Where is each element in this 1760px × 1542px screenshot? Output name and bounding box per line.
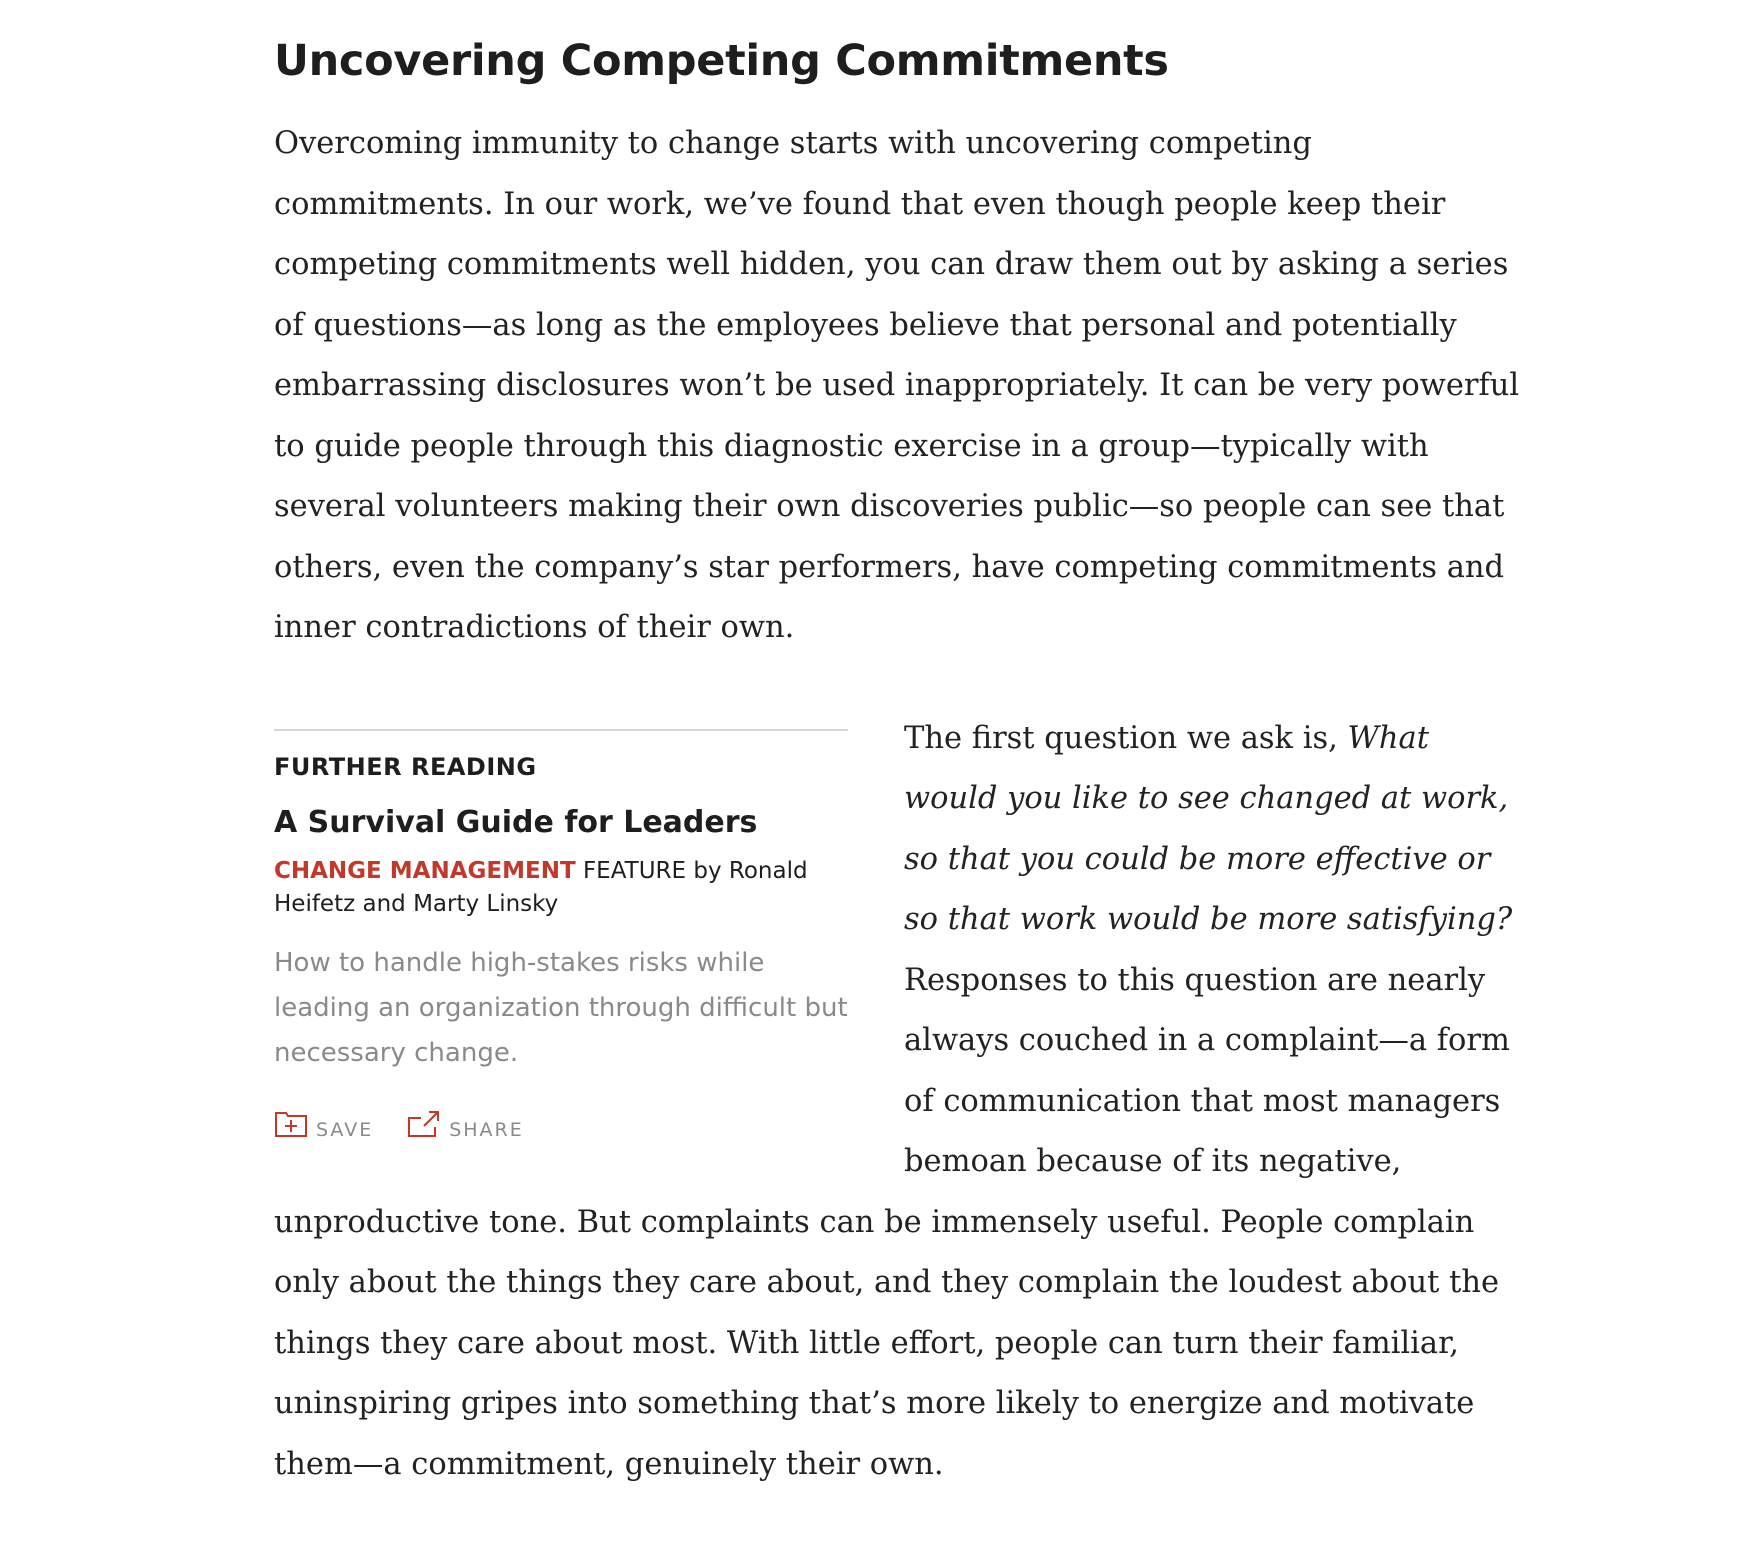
further-reading-summary: How to handle high-stakes risks while leading an organization through difficult but necessary change. — [274, 947, 848, 1068]
paragraph-2-question: What would you like to see changed at work, so that you could be more effective or so that work would be more satisfying? — [904, 720, 1513, 937]
share-arrow-icon — [407, 1109, 441, 1139]
paragraph-2-lead: The first question we ask is, — [904, 720, 1348, 756]
share-button[interactable] — [407, 1109, 524, 1139]
save-button[interactable] — [274, 1109, 373, 1139]
further-reading-block — [274, 709, 1524, 1496]
share-label: SHARE — [449, 1118, 524, 1141]
byline: by Ronald Heifetz and Marty Linsky — [274, 857, 808, 917]
further-reading-meta — [274, 855, 848, 921]
topic-tag-link[interactable]: CHANGE MANAGEMENT — [274, 857, 576, 884]
paragraph-2-rest: Responses to this question are nearly always couched in a complaint—a form of communication that most managers bemoan because of its negative, unproductive tone. But complaints can be immensely useful. People complain only about the things they care about, and they complain the loudest about the things they care about most. With little effort, people can turn their familiar, uninspiring gripes into something that’s more likely to energize and motivate them—a commitment, genuinely their own. — [274, 962, 1510, 1482]
further-reading-kicker: FURTHER READING — [274, 752, 537, 781]
paragraph-1: Overcoming immunity to change starts with uncovering competing commitments. In our work, we’ve found that even though people keep their competing commitments well hidden, you can draw them out by asking a series of questions—as long as the employees believe that personal and potentially embarrassing disclosures won’t be used inappropriately. It can be very powerful to guide people through this diagnostic exercise in a group—typically with several volunteers making their own discoveries public—so people can see that others, even the company’s star performers, have competing commitments and inner contradictions of their own. — [274, 126, 1520, 645]
further-reading-title-link[interactable]: A Survival Guide for Leaders — [274, 804, 758, 840]
folder-plus-icon — [274, 1109, 308, 1139]
content-type-label: FEATURE — [582, 857, 687, 884]
further-reading-sidebar — [274, 729, 848, 1144]
section-heading: Uncovering Competing Commitments — [274, 36, 1169, 86]
save-label: SAVE — [316, 1118, 374, 1141]
article-body — [274, 30, 1524, 1495]
further-reading-actions — [274, 1104, 848, 1144]
